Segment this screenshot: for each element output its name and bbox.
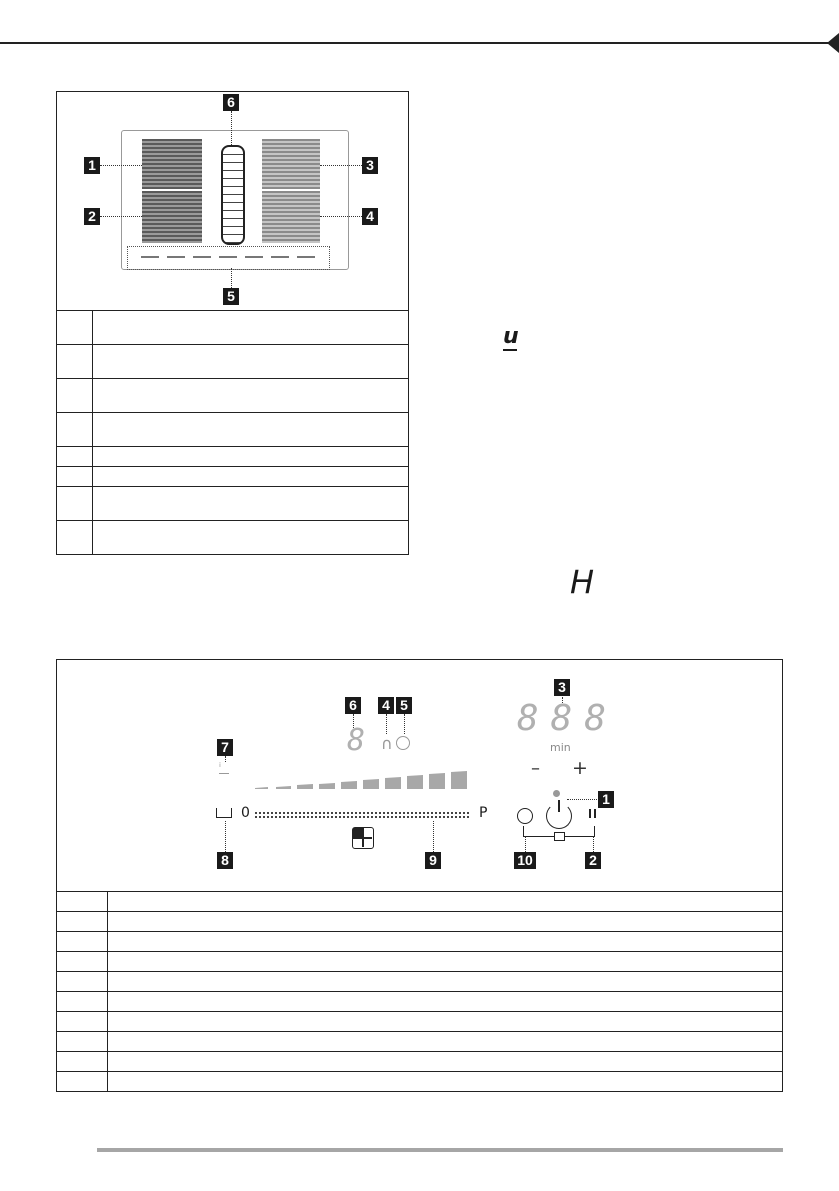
bar-7 <box>385 777 401 789</box>
table-row <box>57 447 409 467</box>
scissors-marker-icon <box>827 33 839 53</box>
table-row <box>57 952 783 972</box>
table-row <box>57 1032 783 1052</box>
footer-rule <box>97 1148 783 1152</box>
slider-min-label: 0 <box>241 805 250 821</box>
cooking-zone-left-front <box>142 139 202 189</box>
slider-max-label: P <box>479 805 488 821</box>
cooking-zone-right-rear <box>262 191 320 243</box>
bar-4 <box>319 783 335 789</box>
table-row <box>57 521 409 555</box>
table-row <box>57 487 409 521</box>
table-row <box>57 992 783 1012</box>
callout-2: 2 <box>585 852 601 869</box>
control-panel-figure <box>56 659 783 892</box>
timer-minus-button[interactable]: – <box>531 758 540 779</box>
bar-8 <box>407 775 423 789</box>
callout-3: 3 <box>554 679 570 696</box>
panel-legend-table <box>56 891 783 1092</box>
bar-2 <box>276 786 291 789</box>
leader-9 <box>433 821 434 852</box>
leader-4 <box>386 714 387 734</box>
pan-detection-symbol <box>503 326 519 348</box>
bar-1 <box>255 787 268 789</box>
bar-3 <box>297 784 313 789</box>
bar-10 <box>451 771 467 789</box>
power-level-display: 8 <box>347 723 366 758</box>
lock-icon <box>554 832 565 841</box>
leader-6 <box>353 714 354 728</box>
hood-symbol-icon: ∩ <box>381 734 393 753</box>
hob-legend-table <box>56 310 409 555</box>
callout-6: 6 <box>345 697 361 714</box>
leader-4 <box>320 216 362 217</box>
bar-5 <box>341 781 357 789</box>
callout-9: 9 <box>425 852 441 869</box>
power-level-bars <box>253 769 469 791</box>
boost-icon: ᵢ <box>219 757 221 770</box>
callout-8: 8 <box>217 852 233 869</box>
pan-symbol-underline <box>503 349 517 351</box>
zone-selector-icon[interactable] <box>352 827 374 849</box>
leader-10 <box>525 836 526 852</box>
on-off-line <box>558 800 560 812</box>
callout-1: 1 <box>84 157 100 174</box>
alarm-clock-button[interactable] <box>517 808 533 824</box>
cooking-zone-right-front <box>262 139 320 189</box>
leader-7 <box>225 756 226 762</box>
leader-3 <box>320 165 362 166</box>
power-slider[interactable] <box>255 812 471 814</box>
leader-6 <box>231 111 232 145</box>
callout-10: 10 <box>514 852 536 869</box>
leader-3 <box>562 697 563 703</box>
leader-2 <box>593 836 594 852</box>
leader-5 <box>404 714 405 734</box>
table-row <box>57 345 409 379</box>
table-row <box>57 932 783 952</box>
table-row <box>57 379 409 413</box>
table-row <box>57 1012 783 1032</box>
leader-5 <box>231 268 232 288</box>
pan-symbol-glyph: u <box>503 324 519 349</box>
table-row <box>57 467 409 487</box>
callout-5: 5 <box>396 697 412 714</box>
timer-unit-label: min <box>550 741 571 754</box>
table-row <box>57 413 409 447</box>
callout-6: 6 <box>223 94 239 111</box>
table-row <box>57 1052 783 1072</box>
power-slider-row2 <box>255 816 471 818</box>
timer-plus-button[interactable]: + <box>572 757 588 779</box>
table-row <box>57 892 783 912</box>
callout-1: 1 <box>598 791 614 808</box>
quadrant-divider-h <box>353 837 372 839</box>
callout-7: 7 <box>217 739 233 756</box>
hob-layout-figure <box>56 91 409 311</box>
callout-4: 4 <box>362 208 378 225</box>
control-marks <box>141 256 321 258</box>
callout-2: 2 <box>84 208 100 225</box>
pause-button[interactable] <box>589 809 596 818</box>
callout-3: 3 <box>362 157 378 174</box>
cooking-zone-left-rear <box>142 191 202 243</box>
control-panel-strip <box>127 246 330 270</box>
hood-extractor <box>221 145 245 245</box>
pot-detection-button[interactable] <box>216 808 232 818</box>
leader-2 <box>100 216 142 217</box>
table-row <box>57 311 409 345</box>
leader-1 <box>567 799 597 800</box>
residual-heat-symbol: H <box>570 563 595 601</box>
table-row <box>57 912 783 932</box>
boost-underline <box>219 773 229 774</box>
callout-4: 4 <box>378 697 394 714</box>
zone-timer-clock-icon <box>396 736 410 750</box>
leader-1 <box>100 165 142 166</box>
callout-5: 5 <box>223 288 239 305</box>
leader-8 <box>225 821 226 852</box>
timer-display: 888 <box>517 698 619 739</box>
table-row <box>57 972 783 992</box>
bar-6 <box>363 779 379 789</box>
table-row <box>57 1072 783 1092</box>
bar-9 <box>429 773 445 789</box>
cut-line <box>0 42 839 44</box>
on-off-indicator-dot <box>553 790 560 797</box>
